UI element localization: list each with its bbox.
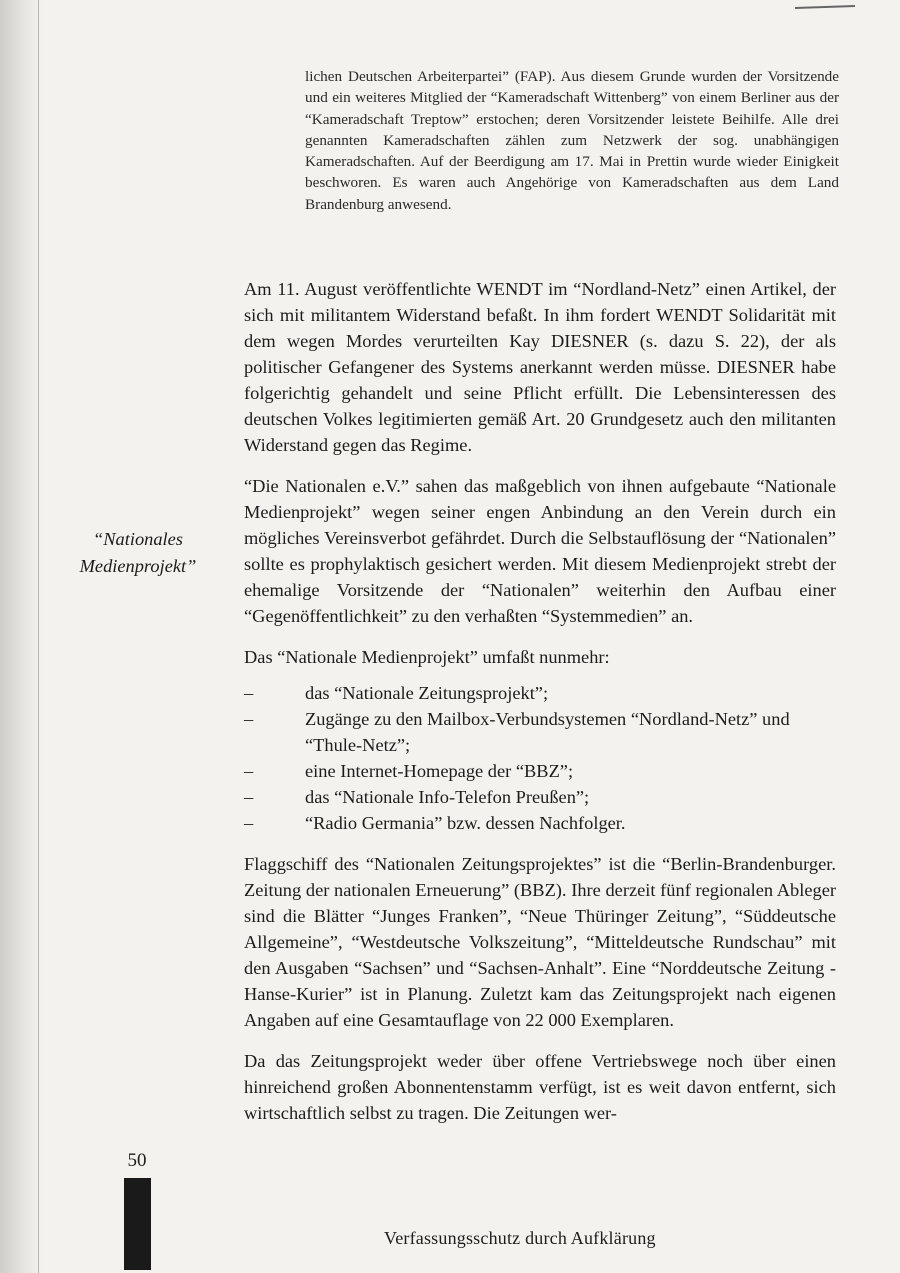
list-dash: –	[244, 813, 254, 833]
list-dash: –	[244, 709, 254, 729]
list-item	[244, 810, 836, 836]
list-item-text: das “Nationale Zeitungsprojekt”;	[305, 683, 549, 703]
paragraph: Flaggschiff des “Nationalen Zeitungsprojektes” ist die “Berlin-Brandenburger. Zeitung der nationalen Erneuerung” (BBZ). Ihre derzeit fünf regionalen Ableger sind die Blätter “Junges Franken”, “Neue Thüringer Zeitung”, “Süddeutsche Allgemeine”, “Westdeutsche Volkszeitung”, “Mitteldeutsche Rundschau” mit den Ausgaben “Sachsen” und “Sachsen-Anhalt”. Eine “Norddeutsche Zeitung - Hanse-Kurier” ist in Planung. Zuletzt kam das Zeitungsprojekt nach eigenen Angaben auf eine Gesamtauflage von 22 000 Exemplaren.	[244, 854, 836, 1030]
page-number: 50	[127, 1150, 147, 1171]
list-item-text: das “Nationale Info-Telefon Preußen”;	[305, 787, 590, 807]
list-item	[244, 784, 836, 810]
list-dash: –	[244, 787, 254, 807]
paragraph: “Die Nationalen e.V.” sahen das maßgeblich von ihnen aufgebaute “Nationale Medienprojekt” wegen seiner engen Anbindung an den Verein durch ein mögliches Vereinsverbot gefährdet. Durch die Selbstauflösung der “Nationalen” sollte es prophylaktisch gesichert werden. Mit diesem Medienprojekt strebt der ehemalige Vorsitzende der “Nationalen” weiterhin den Aufbau einer “Gegenöffentlichkeit” zu den verhaßten “Systemmedien” an.	[244, 476, 836, 626]
list-dash: –	[244, 683, 254, 703]
page-edge-shadow	[0, 0, 42, 1273]
list-item	[244, 706, 836, 758]
marginal-note: “Nationales Medienprojekt”	[79, 529, 197, 576]
quote-paragraph: lichen Deutschen Arbeiterpartei” (FAP). Aus diesem Grunde wurden der Vorsitzende und ein weiteres Mitglied der “Kameradschaft Wittenberg” von einem Berliner aus der “Kameradschaft Treptow” erstochen; deren Vorsitzender leistete Beihilfe. Alle drei genannten Kameradschaften zählen zum Netzwerk der sog. unabhängigen Kameradschaften. Auf der Beerdigung am 17. Mai in Prettin wurde wieder Einigkeit beschworen. Es waren auch Angehörige von Kameradschaften aus dem Land Brandenburg anwesend.	[305, 68, 839, 213]
corner-mark	[795, 5, 855, 9]
media-project-list	[244, 680, 836, 836]
paragraph: Am 11. August veröffentlichte WENDT im “Nordland-Netz” einen Artikel, der sich mit militantem Widerstand befaßt. In ihm fordert WENDT Solidarität mit dem wegen Mordes verurteilten Kay DIESNER (s. dazu S. 22), der als politischer Gefangener des Systems anerkannt werden müsse. DIESNER habe folgerichtig gehandelt und seine Pflicht erfüllt. Die Lebensinteressen des deutschen Volkes legitimierten gemäß Art. 20 Grundgesetz auch den militanten Widerstand gegen das Regime.	[244, 279, 836, 455]
paragraph: Da das Zeitungsprojekt weder über offene Vertriebswege noch über einen hinreichend großen Abonnentenstamm verfügt, ist es weit davon entfernt, sich wirtschaftlich selbst zu tragen. Die Zeitungen wer-	[244, 1051, 836, 1123]
paragraph: Das “Nationale Medienprojekt” umfaßt nunmehr:	[244, 647, 610, 667]
list-item-text: “Radio Germania” bzw. dessen Nachfolger.	[305, 813, 626, 833]
list-item	[244, 680, 836, 706]
thumb-index-bar	[124, 1178, 151, 1270]
main-text	[244, 276, 836, 1141]
page-footer: Verfassungsschutz durch Aufklärung	[384, 1228, 656, 1248]
list-item	[244, 758, 836, 784]
list-dash: –	[244, 761, 254, 781]
list-item-text: eine Internet-Homepage der “BBZ”;	[305, 761, 574, 781]
list-item-text: Zugänge zu den Mailbox-Verbundsystemen “Nordland-Netz” und “Thule-Netz”;	[305, 709, 790, 755]
page-edge-line	[38, 0, 39, 1273]
